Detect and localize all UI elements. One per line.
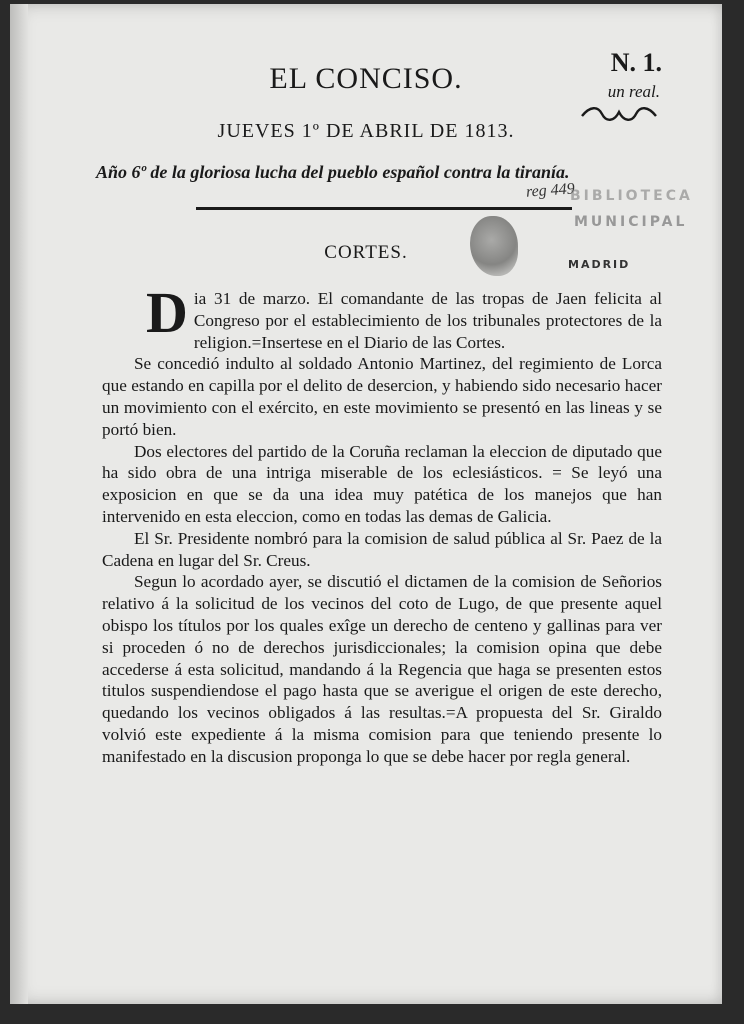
handwritten-note: reg 449 (525, 180, 576, 201)
page-binding-edge (10, 4, 28, 1004)
issue-number: N. 1. (610, 48, 662, 77)
paragraph: Segun lo acordado ayer, se discutió el dictamen de la comision de Señorios relativo á la solicitud de los vecinos del coto de Lugo, de que presente aquel obispo los títulos por los quales exîge un derecho de centeno y gallinas para ver si proceden ó no de derechos jurisdiccionales; la comision opina que debe accederse á esta solicitud, mandando á la Regencia que haga se presenten estos titulos suspendiendose el pago hasta que se averigue el origen de este derecho, quedando los vecinos obligados á las resultas.=A propuesta del Sr. Giraldo volvió este expediente á la misma comision para que teniendo presente lo manifestado en la discusion proponga lo que se debe hacer por regla general. (102, 572, 662, 766)
subtitle-motto: Año 6º de la gloriosa lucha del pueblo español contra la tiranía. (96, 162, 570, 182)
stamp-line-1: BIBLIOTECA (570, 188, 693, 204)
paragraph: Se concedió indulto al soldado Antonio Martinez, del regimiento de Lorca que estando en capilla por el delito de desercion, y habiendo sido necesario hacer un movimiento con el exército, en este movimiento se presentó en las lineas y se portó bien. (102, 354, 662, 439)
dropcap-letter: D (146, 280, 188, 345)
masthead-title: EL CONCISO. (269, 62, 463, 95)
paragraph: Dos electores del partido de la Coruña reclaman la eleccion de diputado que ha sido obra de una intriga miserable de los eclesiásticos. = Se leyó una exposicion en que se da una idea muy patética de los manejos que han intervenido en esta eleccion, como en todas las demas de Galicia. (102, 441, 662, 526)
issue-price: un real. (607, 82, 660, 101)
paragraph (102, 280, 662, 353)
library-stamp (566, 184, 696, 284)
paragraph-text: ia 31 de marzo. El comandante de las tropas de Jaen felicita al Congreso por el establecimiento de los tribunales protectores de la religion.=Insertese en el Diario de las Cortes. (193, 289, 662, 352)
stamp-city: MADRID (568, 258, 631, 271)
paragraph: El Sr. Presidente nombró para la comision de salud pública al Sr. Paez de la Cadena en lugar del Sr. Creus. (102, 528, 662, 570)
header-rule (196, 207, 572, 210)
stamp-line-2: MUNICIPAL (574, 214, 688, 230)
dateline: JUEVES 1º DE ABRIL DE 1813. (217, 120, 515, 142)
newspaper-page (10, 4, 722, 1004)
section-heading: CORTES. (324, 242, 408, 263)
article-body (102, 280, 662, 768)
